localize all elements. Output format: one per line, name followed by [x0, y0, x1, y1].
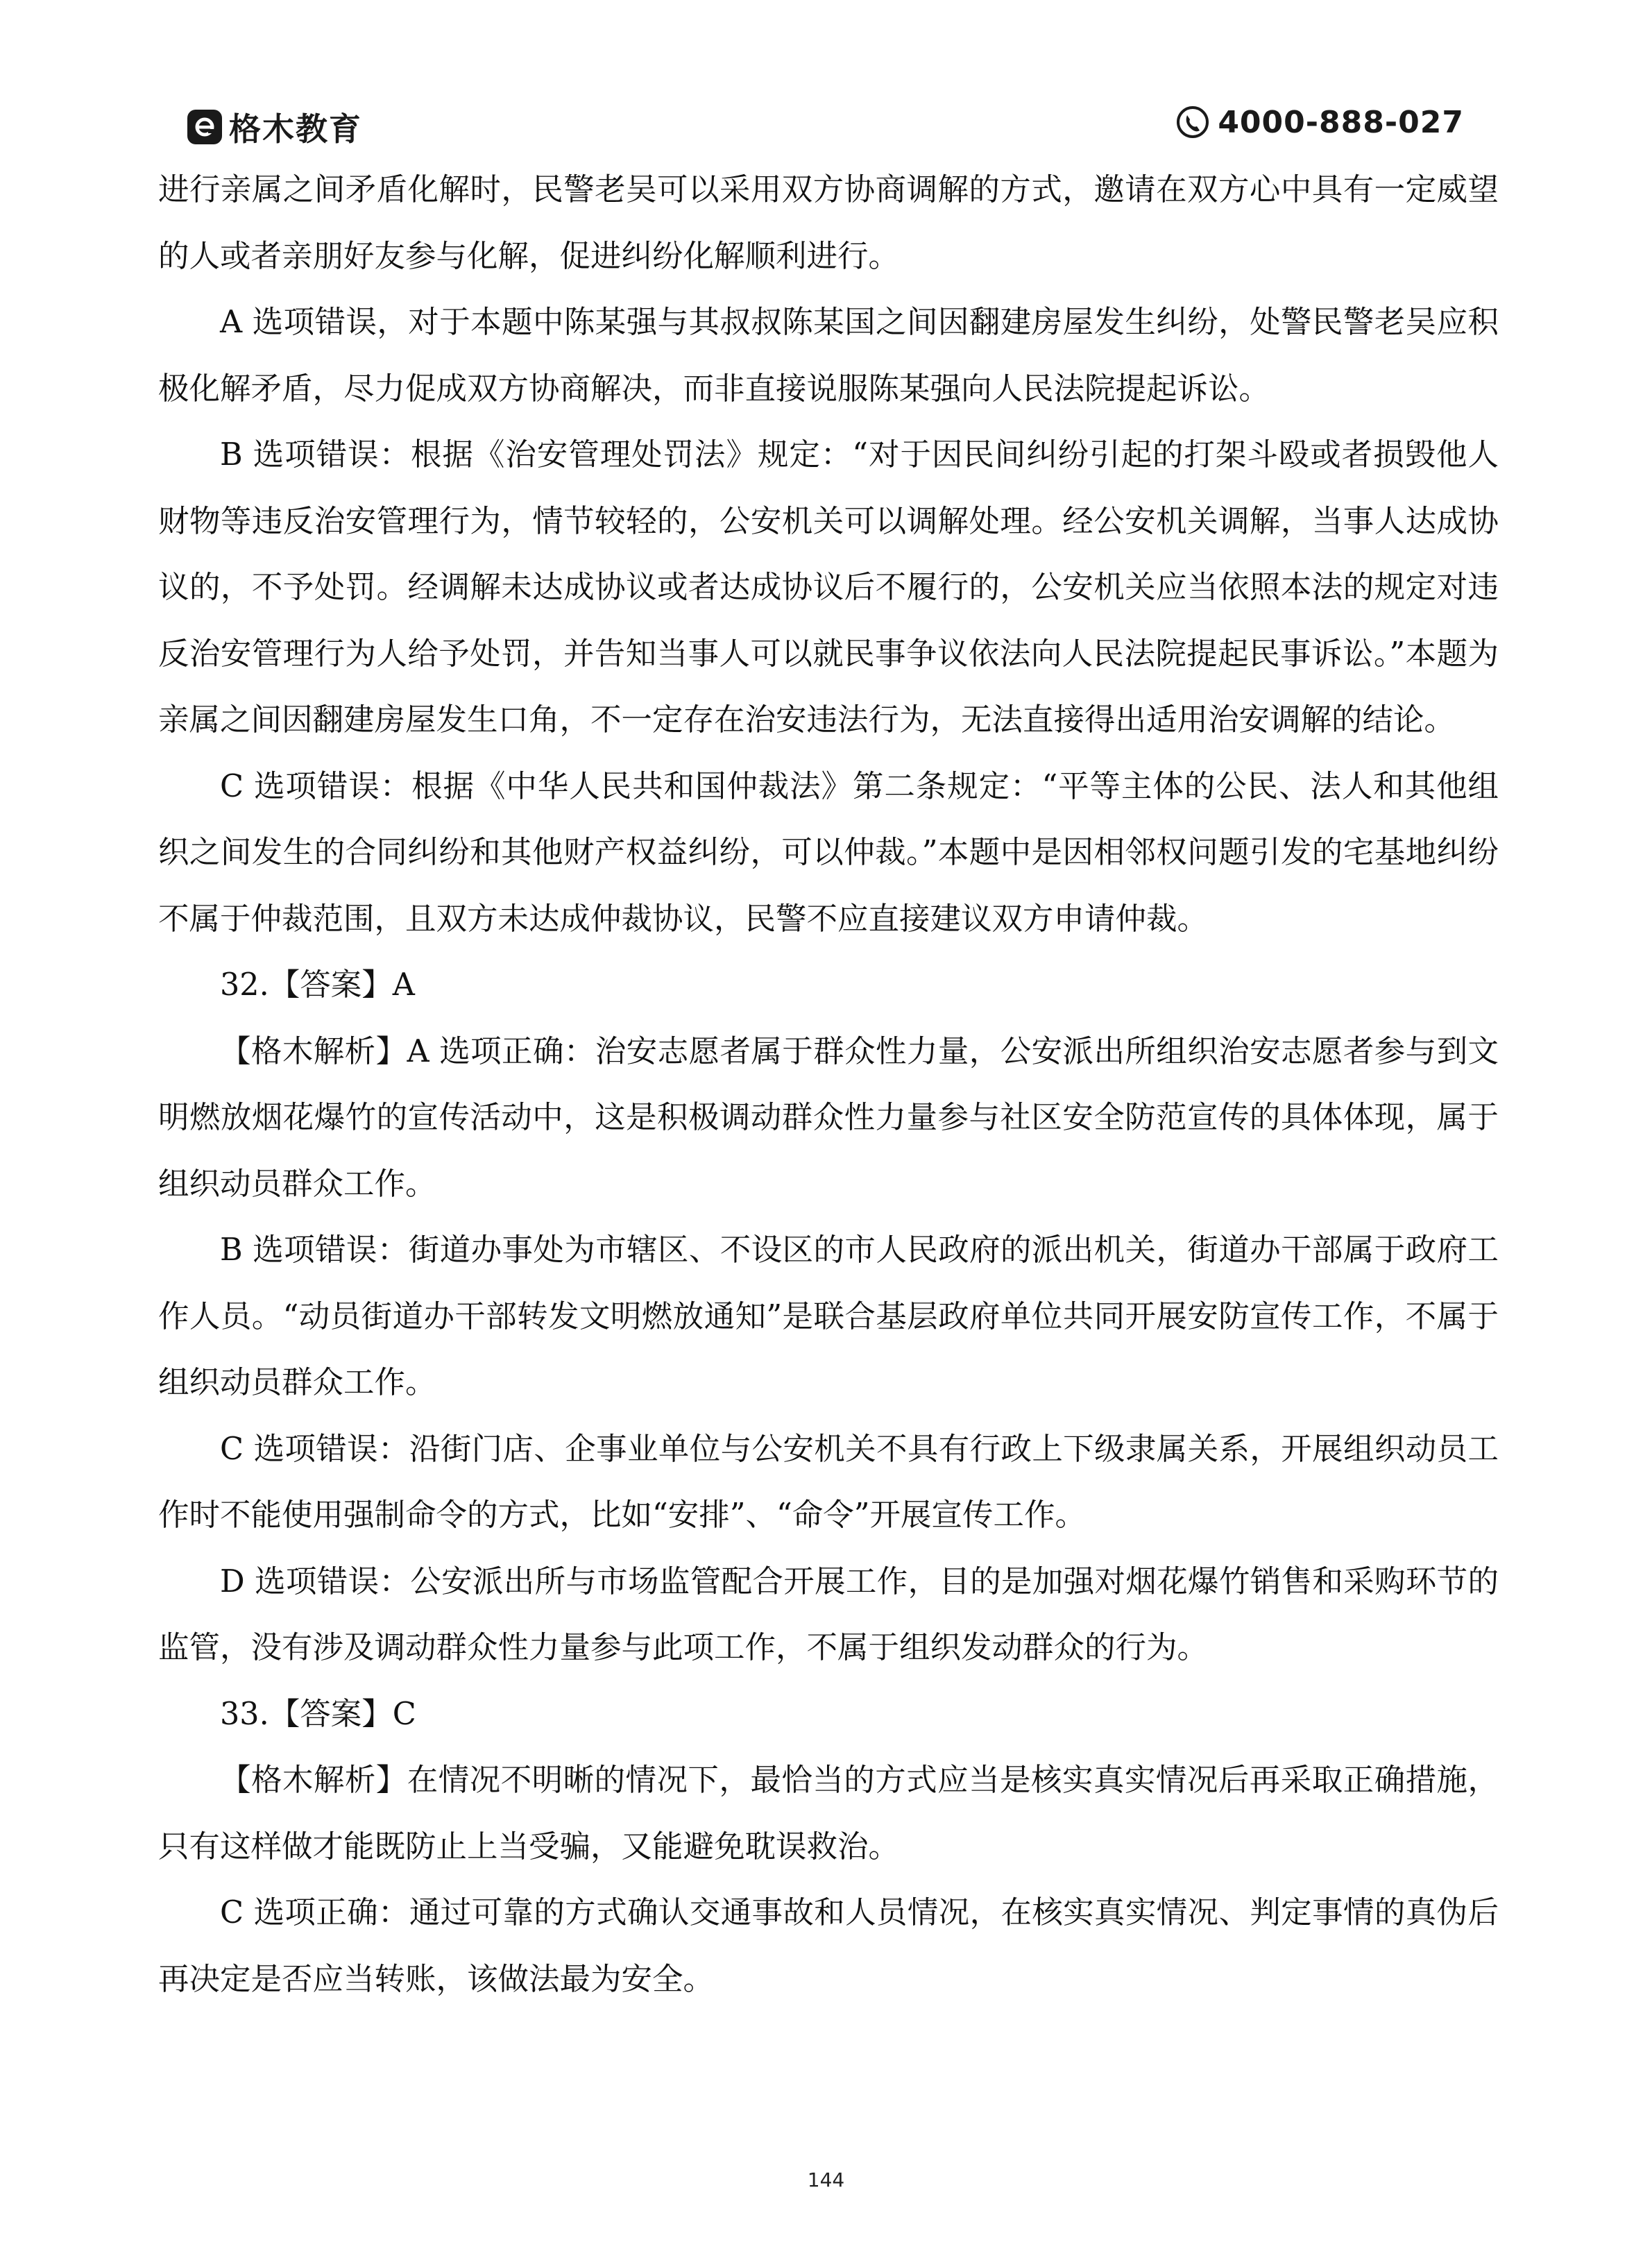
- paragraph: B 选项错误：根据《治安管理处罚法》规定：“对于因民间纠纷引起的打架斗殴或者损毁他人财物等违反治安管理行为，情节较轻的，公安机关可以调解处理。经公安机关调解，当事人达成协议的，不予处罚。经调解未达成协议或者达成协议后不履行的，公安机关应当依照本法的规定对违反治安管理行为人给予处罚，并告知当事人可以就民事争议依法向人民法院提起民事诉讼。”本题为亲属之间因翻建房屋发生口角，不一定存在治安违法行为，无法直接得出适用治安调解的结论。: [158, 437, 1499, 738]
- brand-name: 格木教育: [229, 110, 362, 148]
- paragraph: B 选项错误：街道办事处为市辖区、不设区的市人民政府的派出机关，街道办干部属于政府工作人员。“动员街道办干部转发文明燃放通知”是联合基层政府单位共同开展安防宣传工作，不属于组织动员群众工作。: [158, 1232, 1499, 1400]
- phone-icon: [1175, 104, 1211, 140]
- brand-logo-icon: [187, 110, 222, 144]
- hotline: [1175, 104, 1464, 140]
- paragraph: 【格木解析】在情况不明晰的情况下，最恰当的方式应当是核实真实情况后再采取正确措施，只有这样做才能既防止上当受骗，又能避免耽误救治。: [158, 1763, 1499, 1865]
- hotline-number: 4000-888-027: [1218, 104, 1464, 140]
- brand-logo: [187, 104, 362, 150]
- paragraph: C 选项错误：沿街门店、企事业单位与公安机关不具有行政上下级隶属关系，开展组织动员工作时不能使用强制命令的方式，比如“安排”、“命令”开展宣传工作。: [158, 1431, 1499, 1533]
- answer-heading: 33.【答案】C: [220, 1696, 416, 1732]
- paragraph: D 选项错误：公安派出所与市场监管配合开展工作，目的是加强对烟花爆竹销售和采购环节的监管，没有涉及调动群众性力量参与此项工作，不属于组织发动群众的行为。: [158, 1563, 1499, 1665]
- page-number: 144: [807, 2168, 845, 2191]
- paragraph: 进行亲属之间矛盾化解时，民警老吴可以采用双方协商调解的方式，邀请在双方心中具有一定威望的人或者亲朋好友参与化解，促进纠纷化解顺利进行。: [158, 172, 1499, 274]
- paragraph: C 选项错误：根据《中华人民共和国仲裁法》第二条规定：“平等主体的公民、法人和其他组织之间发生的合同纠纷和其他财产权益纠纷，可以仲裁。”本题中是因相邻权问题引发的宅基地纠纷不属于仲裁范围，且双方未达成仲裁协议，民警不应直接建议双方申请仲裁。: [158, 768, 1499, 937]
- page-body: [158, 157, 1499, 2012]
- paragraph: C 选项正确：通过可靠的方式确认交通事故和人员情况，在核实真实情况、判定事情的真伪后再决定是否应当转账，该做法最为安全。: [158, 1895, 1499, 1997]
- paragraph: 【格木解析】A 选项正确：治安志愿者属于群众性力量，公安派出所组织治安志愿者参与到文明燃放烟花爆竹的宣传活动中，这是积极调动群众性力量参与社区安全防范宣传的具体体现，属于组织动员群众工作。: [158, 1033, 1499, 1202]
- answer-heading: 32.【答案】A: [220, 967, 415, 1003]
- paragraph: A 选项错误，对于本题中陈某强与其叔叔陈某国之间因翻建房屋发生纠纷，处警民警老吴应积极化解矛盾，尽力促成双方协商解决，而非直接说服陈某强向人民法院提起诉讼。: [158, 305, 1499, 407]
- page-header: [187, 104, 1464, 153]
